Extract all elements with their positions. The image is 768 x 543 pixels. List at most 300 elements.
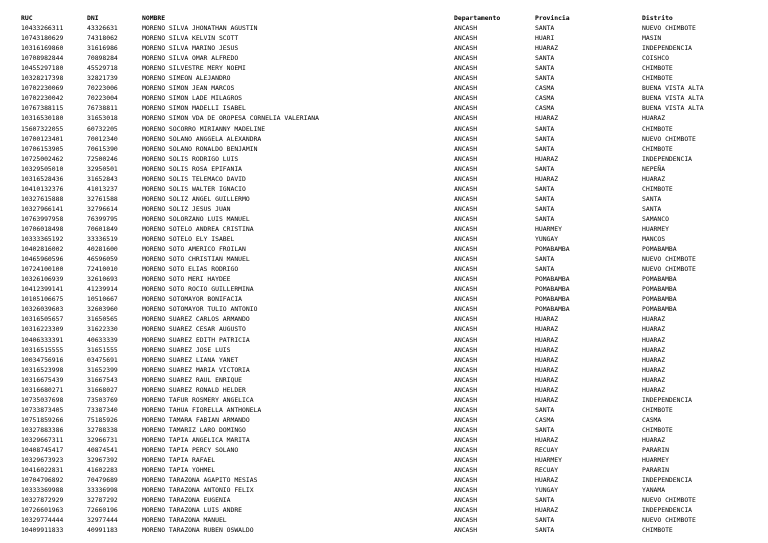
departamento-cell: ANCASH bbox=[454, 506, 478, 515]
table-row bbox=[21, 244, 741, 254]
departamento-cell: ANCASH bbox=[454, 446, 478, 455]
departamento-cell: ANCASH bbox=[454, 154, 478, 163]
table-row bbox=[21, 113, 741, 123]
ruc-cell: 10316680271 bbox=[21, 385, 64, 394]
table-row bbox=[21, 103, 741, 113]
nombre-cell: MORENO SUAREZ CARLOS ARMANDO bbox=[142, 315, 250, 324]
table-row bbox=[21, 515, 741, 525]
ruc-cell: 10326106939 bbox=[21, 275, 64, 284]
provincia-cell: CASMA bbox=[535, 94, 555, 103]
dni-cell: 40633339 bbox=[87, 335, 118, 344]
table-row bbox=[21, 415, 741, 425]
nombre-cell: MORENO TAPIA ANGELICA MARITA bbox=[142, 435, 250, 444]
distrito-cell: NUEVO CHIMBOTE bbox=[642, 24, 696, 33]
provincia-cell: HUARMEY bbox=[535, 456, 562, 465]
distrito-cell: CHIMBOTE bbox=[642, 425, 673, 434]
nombre-cell: MORENO SOTO MERI HAYDEE bbox=[142, 275, 231, 284]
ruc-cell: 10706018498 bbox=[21, 224, 64, 233]
ruc-cell: 10333369988 bbox=[21, 486, 64, 495]
distrito-cell: MASIN bbox=[642, 34, 662, 43]
departamento-cell: ANCASH bbox=[454, 365, 478, 374]
ruc-cell: 10316505657 bbox=[21, 315, 64, 324]
departamento-cell: ANCASH bbox=[454, 355, 478, 364]
table-header-row bbox=[21, 13, 741, 23]
dni-cell: 40874541 bbox=[87, 446, 118, 455]
dni-cell: 72500246 bbox=[87, 154, 118, 163]
distrito-cell: POMABAMBA bbox=[642, 245, 677, 254]
nombre-cell: MORENO TARAZONA MANUEL bbox=[142, 516, 227, 525]
dni-cell: 32967392 bbox=[87, 456, 118, 465]
nombre-cell: MORENO TARAZONA AGAPITO MESIAS bbox=[142, 476, 258, 485]
departamento-cell: ANCASH bbox=[454, 295, 478, 304]
provincia-cell: HUARAZ bbox=[535, 435, 559, 444]
ruc-cell: 10409911833 bbox=[21, 526, 64, 535]
provincia-cell: SANTA bbox=[535, 24, 555, 33]
table-row bbox=[21, 335, 741, 345]
provincia-cell: SANTA bbox=[535, 255, 555, 264]
distrito-cell: CHIMBOTE bbox=[642, 64, 673, 73]
ruc-cell: 10406333391 bbox=[21, 335, 64, 344]
provincia-cell: SANTA bbox=[535, 496, 555, 505]
nombre-cell: MORENO SOTO ROCIO GUILLERMINA bbox=[142, 285, 254, 294]
nombre-cell: MORENO SOLORZANO LUIS MANUEL bbox=[142, 214, 250, 223]
distrito-cell: HUARAZ bbox=[642, 345, 666, 354]
nombre-cell: MORENO SIMON LADE MILAGROS bbox=[142, 94, 243, 103]
provincia-cell: POMABAMBA bbox=[535, 275, 570, 284]
departamento-cell: ANCASH bbox=[454, 194, 478, 203]
table-row bbox=[21, 164, 741, 174]
ruc-cell: 10416022831 bbox=[21, 466, 64, 475]
provincia-cell: SANTA bbox=[535, 526, 555, 535]
nombre-cell: MORENO SIMEON ALEJANDRO bbox=[142, 74, 231, 83]
dni-cell: 60732205 bbox=[87, 124, 118, 133]
departamento-cell: ANCASH bbox=[454, 104, 478, 113]
distrito-cell: INDEPENDENCIA bbox=[642, 476, 693, 485]
nombre-cell: MORENO SOTOMAYOR BONIFACIA bbox=[142, 295, 243, 304]
ruc-cell: 10327966141 bbox=[21, 204, 64, 213]
ruc-cell: 10327615888 bbox=[21, 194, 64, 203]
table-row bbox=[21, 144, 741, 154]
departamento-cell: ANCASH bbox=[454, 174, 478, 183]
departamento-cell: ANCASH bbox=[454, 164, 478, 173]
distrito-cell: YANAMA bbox=[642, 486, 666, 495]
provincia-cell: SANTA bbox=[535, 405, 555, 414]
table-row bbox=[21, 214, 741, 224]
dni-cell: 40281600 bbox=[87, 245, 118, 254]
table-row bbox=[21, 455, 741, 465]
dni-cell: 31653018 bbox=[87, 114, 118, 123]
dni-cell: 32977444 bbox=[87, 516, 118, 525]
nombre-cell: MORENO SUAREZ RONALD HELDER bbox=[142, 385, 246, 394]
table-row bbox=[21, 184, 741, 194]
table-row bbox=[21, 274, 741, 284]
dni-cell: 70601849 bbox=[87, 224, 118, 233]
provincia-cell: CASMA bbox=[535, 84, 555, 93]
nombre-cell: MORENO SOLIS WALTER IGNACIO bbox=[142, 184, 246, 193]
ruc-cell: 10735037698 bbox=[21, 395, 64, 404]
ruc-cell: 10465960596 bbox=[21, 255, 64, 264]
dni-cell: 45529718 bbox=[87, 64, 118, 73]
table-row bbox=[21, 475, 741, 485]
departamento-cell: ANCASH bbox=[454, 435, 478, 444]
departamento-cell: ANCASH bbox=[454, 44, 478, 53]
column-header-dni: DNI bbox=[87, 14, 99, 22]
dni-cell: 32788338 bbox=[87, 425, 118, 434]
table-row bbox=[21, 33, 741, 43]
column-header-distrito: Distrito bbox=[642, 14, 673, 22]
distrito-cell: INDEPENDENCIA bbox=[642, 154, 693, 163]
dni-cell: 31652843 bbox=[87, 174, 118, 183]
table-row bbox=[21, 304, 741, 314]
provincia-cell: HUARAZ bbox=[535, 395, 559, 404]
provincia-cell: HUARAZ bbox=[535, 44, 559, 53]
dni-cell: 70479689 bbox=[87, 476, 118, 485]
provincia-cell: HUARMEY bbox=[535, 224, 562, 233]
provincia-cell: RECUAY bbox=[535, 466, 559, 475]
departamento-cell: ANCASH bbox=[454, 415, 478, 424]
departamento-cell: ANCASH bbox=[454, 184, 478, 193]
provincia-cell: HUARI bbox=[535, 34, 555, 43]
provincia-cell: POMABAMBA bbox=[535, 295, 570, 304]
table-row bbox=[21, 375, 741, 385]
table-row bbox=[21, 194, 741, 204]
provincia-cell: SANTA bbox=[535, 124, 555, 133]
provincia-cell: POMABAMBA bbox=[535, 305, 570, 314]
provincia-cell: SANTA bbox=[535, 134, 555, 143]
provincia-cell: SANTA bbox=[535, 164, 555, 173]
ruc-cell: 10034756916 bbox=[21, 355, 64, 364]
ruc-cell: 10767388115 bbox=[21, 104, 64, 113]
distrito-cell: MANCOS bbox=[642, 235, 666, 244]
departamento-cell: ANCASH bbox=[454, 395, 478, 404]
dni-cell: 03475691 bbox=[87, 355, 118, 364]
distrito-cell: SANTA bbox=[642, 204, 662, 213]
dni-cell: 33336998 bbox=[87, 486, 118, 495]
provincia-cell: HUARAZ bbox=[535, 375, 559, 384]
ruc-cell: 10316223309 bbox=[21, 325, 64, 334]
nombre-cell: MORENO SOTO AMERICO FROILAN bbox=[142, 245, 246, 254]
nombre-cell: MORENO SOTOMAYOR TULIO ANTONIO bbox=[142, 305, 258, 314]
dni-cell: 31668027 bbox=[87, 385, 118, 394]
distrito-cell: POMABAMBA bbox=[642, 305, 677, 314]
table-row bbox=[21, 395, 741, 405]
nombre-cell: MORENO SUAREZ MARIA VICTORIA bbox=[142, 365, 250, 374]
departamento-cell: ANCASH bbox=[454, 214, 478, 223]
ruc-cell: 10708982844 bbox=[21, 54, 64, 63]
ruc-cell: 10733873405 bbox=[21, 405, 64, 414]
provincia-cell: YUNGAY bbox=[535, 486, 559, 495]
dni-cell: 32966731 bbox=[87, 435, 118, 444]
distrito-cell: SANTA bbox=[642, 194, 662, 203]
distrito-cell: HUARAZ bbox=[642, 365, 666, 374]
dni-cell: 41602283 bbox=[87, 466, 118, 475]
dni-cell: 32603960 bbox=[87, 305, 118, 314]
dni-cell: 73503769 bbox=[87, 395, 118, 404]
departamento-cell: ANCASH bbox=[454, 224, 478, 233]
ruc-cell: 10316528436 bbox=[21, 174, 64, 183]
departamento-cell: ANCASH bbox=[454, 275, 478, 284]
distrito-cell: SAMANCO bbox=[642, 214, 669, 223]
distrito-cell: NEPEÑA bbox=[642, 164, 666, 173]
departamento-cell: ANCASH bbox=[454, 476, 478, 485]
nombre-cell: MORENO SOLIZ ANGEL GUILLERMO bbox=[142, 194, 250, 203]
provincia-cell: HUARAZ bbox=[535, 335, 559, 344]
distrito-cell: POMABAMBA bbox=[642, 275, 677, 284]
distrito-cell: HUARAZ bbox=[642, 114, 666, 123]
ruc-cell: 10704796892 bbox=[21, 476, 64, 485]
table-row bbox=[21, 294, 741, 304]
departamento-cell: ANCASH bbox=[454, 64, 478, 73]
nombre-cell: MORENO TAPIA YOHMEL bbox=[142, 466, 216, 475]
table-row bbox=[21, 425, 741, 435]
nombre-cell: MORENO SUAREZ EDITH PATRICIA bbox=[142, 335, 250, 344]
departamento-cell: ANCASH bbox=[454, 265, 478, 274]
provincia-cell: SANTA bbox=[535, 265, 555, 274]
nombre-cell: MORENO SOLIS RODRIGO LUIS bbox=[142, 154, 239, 163]
distrito-cell: CHIMBOTE bbox=[642, 405, 673, 414]
departamento-cell: ANCASH bbox=[454, 34, 478, 43]
nombre-cell: MORENO TARAZONA RUBEN OSWALDO bbox=[142, 526, 254, 535]
table-row bbox=[21, 365, 741, 375]
distrito-cell: HUARAZ bbox=[642, 435, 666, 444]
distrito-cell: POMABAMBA bbox=[642, 285, 677, 294]
dni-cell: 32610693 bbox=[87, 275, 118, 284]
table-row bbox=[21, 284, 741, 294]
ruc-cell: 10433266311 bbox=[21, 24, 64, 33]
nombre-cell: MORENO SILVA MARINO JESUS bbox=[142, 44, 239, 53]
departamento-cell: ANCASH bbox=[454, 204, 478, 213]
ruc-cell: 10316530180 bbox=[21, 114, 64, 123]
dni-cell: 32787292 bbox=[87, 496, 118, 505]
provincia-cell: SANTA bbox=[535, 425, 555, 434]
distrito-cell: PARARIN bbox=[642, 466, 669, 475]
provincia-cell: HUARAZ bbox=[535, 365, 559, 374]
ruc-cell: 10706153905 bbox=[21, 144, 64, 153]
distrito-cell: CHIMBOTE bbox=[642, 124, 673, 133]
ruc-cell: 10702230042 bbox=[21, 94, 64, 103]
provincia-cell: SANTA bbox=[535, 64, 555, 73]
dni-cell: 76399795 bbox=[87, 214, 118, 223]
departamento-cell: ANCASH bbox=[454, 235, 478, 244]
distrito-cell: BUENA VISTA ALTA bbox=[642, 94, 704, 103]
dni-cell: 10510667 bbox=[87, 295, 118, 304]
dni-cell: 41239914 bbox=[87, 285, 118, 294]
dni-cell: 70012340 bbox=[87, 134, 118, 143]
nombre-cell: MORENO TAMARIZ LARO DOMINGO bbox=[142, 425, 246, 434]
provincia-cell: SANTA bbox=[535, 54, 555, 63]
table-row bbox=[21, 93, 741, 103]
table-row bbox=[21, 324, 741, 334]
nombre-cell: MORENO SILVA KELVIN SCOTT bbox=[142, 34, 239, 43]
distrito-cell: CHIMBOTE bbox=[642, 74, 673, 83]
nombre-cell: MORENO SOTO CHRISTIAN MANUEL bbox=[142, 255, 250, 264]
dni-cell: 32950501 bbox=[87, 164, 118, 173]
table-row bbox=[21, 485, 741, 495]
dni-cell: 74318062 bbox=[87, 34, 118, 43]
provincia-cell: HUARAZ bbox=[535, 345, 559, 354]
dni-cell: 41013237 bbox=[87, 184, 118, 193]
provincia-cell: HUARAZ bbox=[535, 154, 559, 163]
distrito-cell: NUEVO CHIMBOTE bbox=[642, 496, 696, 505]
table-row bbox=[21, 345, 741, 355]
dni-cell: 31650565 bbox=[87, 315, 118, 324]
table-row bbox=[21, 63, 741, 73]
table-row bbox=[21, 525, 741, 535]
ruc-cell: 10455297180 bbox=[21, 64, 64, 73]
table-row bbox=[21, 355, 741, 365]
departamento-cell: ANCASH bbox=[454, 486, 478, 495]
dni-cell: 31652399 bbox=[87, 365, 118, 374]
ruc-cell: 10316169860 bbox=[21, 44, 64, 53]
nombre-cell: MORENO SIMON JEAN MARCOS bbox=[142, 84, 235, 93]
distrito-cell: COISHCO bbox=[642, 54, 669, 63]
provincia-cell: HUARAZ bbox=[535, 476, 559, 485]
provincia-cell: SANTA bbox=[535, 516, 555, 525]
table-row bbox=[21, 174, 741, 184]
dni-cell: 31667543 bbox=[87, 375, 118, 384]
dni-cell: 31651555 bbox=[87, 345, 118, 354]
nombre-cell: MORENO SIMON MADELLI ISABEL bbox=[142, 104, 246, 113]
distrito-cell: NUEVO CHIMBOTE bbox=[642, 255, 696, 264]
nombre-cell: MORENO SUAREZ JOSE LUIS bbox=[142, 345, 231, 354]
provincia-cell: CASMA bbox=[535, 104, 555, 113]
distrito-cell: HUARAZ bbox=[642, 325, 666, 334]
provincia-cell: SANTA bbox=[535, 214, 555, 223]
table-row bbox=[21, 53, 741, 63]
table-row bbox=[21, 124, 741, 134]
ruc-cell: 10410132376 bbox=[21, 184, 64, 193]
departamento-cell: ANCASH bbox=[454, 134, 478, 143]
nombre-cell: MORENO SUAREZ CESAR AUGUSTO bbox=[142, 325, 246, 334]
ruc-cell: 10329667311 bbox=[21, 435, 64, 444]
departamento-cell: ANCASH bbox=[454, 335, 478, 344]
nombre-cell: MORENO TARAZONA ANTONIO FELIX bbox=[142, 486, 254, 495]
departamento-cell: ANCASH bbox=[454, 516, 478, 525]
nombre-cell: MORENO SILVA OMAR ALFREDO bbox=[142, 54, 239, 63]
dni-cell: 72660196 bbox=[87, 506, 118, 515]
dni-cell: 73387340 bbox=[87, 405, 118, 414]
distrito-cell: CHIMBOTE bbox=[642, 144, 673, 153]
ruc-cell: 15607322055 bbox=[21, 124, 64, 133]
distrito-cell: BUENA VISTA ALTA bbox=[642, 84, 704, 93]
nombre-cell: MORENO SUAREZ LIANA YANET bbox=[142, 355, 239, 364]
dni-cell: 33336519 bbox=[87, 235, 118, 244]
dni-cell: 70615390 bbox=[87, 144, 118, 153]
distrito-cell: CASMA bbox=[642, 415, 662, 424]
departamento-cell: ANCASH bbox=[454, 255, 478, 264]
ruc-cell: 10402816002 bbox=[21, 245, 64, 254]
ruc-cell: 10702230069 bbox=[21, 84, 64, 93]
ruc-cell: 10327883386 bbox=[21, 425, 64, 434]
nombre-cell: MORENO SILVESTRE MERY NOEMI bbox=[142, 64, 246, 73]
dni-cell: 31622330 bbox=[87, 325, 118, 334]
nombre-cell: MORENO TAPIA RAFAEL bbox=[142, 456, 216, 465]
table-row bbox=[21, 204, 741, 214]
ruc-cell: 10316675439 bbox=[21, 375, 64, 384]
distrito-cell: BUENA VISTA ALTA bbox=[642, 104, 704, 113]
table-row bbox=[21, 154, 741, 164]
nombre-cell: MORENO SOTELO ANDREA CRISTINA bbox=[142, 224, 254, 233]
nombre-cell: MORENO SOLIS TELEMACO DAVID bbox=[142, 174, 246, 183]
distrito-cell: HUARAZ bbox=[642, 335, 666, 344]
distrito-cell: HUARAZ bbox=[642, 174, 666, 183]
nombre-cell: MORENO SOLANO RONALDO BENJAMIN bbox=[142, 144, 258, 153]
departamento-cell: ANCASH bbox=[454, 305, 478, 314]
column-header-ruc: RUC bbox=[21, 14, 33, 22]
departamento-cell: ANCASH bbox=[454, 54, 478, 63]
departamento-cell: ANCASH bbox=[454, 375, 478, 384]
provincia-cell: HUARAZ bbox=[535, 385, 559, 394]
dni-cell: 72410010 bbox=[87, 265, 118, 274]
ruc-cell: 10327872929 bbox=[21, 496, 64, 505]
table-row bbox=[21, 254, 741, 264]
provincia-cell: POMABAMBA bbox=[535, 245, 570, 254]
distrito-cell: HUARMEY bbox=[642, 456, 669, 465]
ruc-cell: 10751859266 bbox=[21, 415, 64, 424]
ruc-cell: 10329774444 bbox=[21, 516, 64, 525]
provincia-cell: SANTA bbox=[535, 144, 555, 153]
provincia-cell: SANTA bbox=[535, 184, 555, 193]
ruc-cell: 10726601963 bbox=[21, 506, 64, 515]
distrito-cell: HUARMEY bbox=[642, 224, 669, 233]
provincia-cell: CASMA bbox=[535, 415, 555, 424]
column-header-provincia: Provincia bbox=[535, 14, 570, 22]
table-row bbox=[21, 43, 741, 53]
nombre-cell: MORENO SOLIS ROSA EPIFANIA bbox=[142, 164, 243, 173]
dni-cell: 70223006 bbox=[87, 84, 118, 93]
ruc-cell: 10329673923 bbox=[21, 456, 64, 465]
dni-cell: 43326631 bbox=[87, 24, 118, 33]
departamento-cell: ANCASH bbox=[454, 84, 478, 93]
dni-cell: 46596059 bbox=[87, 255, 118, 264]
nombre-cell: MORENO SUAREZ RAUL ENRIQUE bbox=[142, 375, 243, 384]
dni-cell: 32821739 bbox=[87, 74, 118, 83]
provincia-cell: SANTA bbox=[535, 204, 555, 213]
distrito-cell: NUEVO CHIMBOTE bbox=[642, 134, 696, 143]
nombre-cell: MORENO SOTO ELIAS RODRIGO bbox=[142, 265, 239, 274]
departamento-cell: ANCASH bbox=[454, 325, 478, 334]
distrito-cell: CHIMBOTE bbox=[642, 526, 673, 535]
ruc-cell: 10724100100 bbox=[21, 265, 64, 274]
nombre-cell: MORENO TARAZONA LUIS ANDRE bbox=[142, 506, 243, 515]
departamento-cell: ANCASH bbox=[454, 114, 478, 123]
nombre-cell: MORENO TAHUA FIORELLA ANTHONELA bbox=[142, 405, 262, 414]
provincia-cell: HUARAZ bbox=[535, 355, 559, 364]
ruc-cell: 10333365192 bbox=[21, 235, 64, 244]
ruc-cell: 10700123401 bbox=[21, 134, 64, 143]
departamento-cell: ANCASH bbox=[454, 385, 478, 394]
nombre-cell: MORENO SIMON VDA DE OROPESA CORNELIA VALERIANA bbox=[142, 114, 319, 123]
distrito-cell: HUARAZ bbox=[642, 315, 666, 324]
table-row bbox=[21, 83, 741, 93]
ruc-cell: 10763997958 bbox=[21, 214, 64, 223]
ruc-cell: 10329505010 bbox=[21, 164, 64, 173]
provincia-cell: HUARAZ bbox=[535, 506, 559, 515]
provincia-cell: RECUAY bbox=[535, 446, 559, 455]
departamento-cell: ANCASH bbox=[454, 24, 478, 33]
distrito-cell: HUARAZ bbox=[642, 385, 666, 394]
distrito-cell: NUEVO CHIMBOTE bbox=[642, 265, 696, 274]
departamento-cell: ANCASH bbox=[454, 526, 478, 535]
dni-cell: 40991183 bbox=[87, 526, 118, 535]
provincia-cell: HUARAZ bbox=[535, 315, 559, 324]
ruc-cell: 10412399141 bbox=[21, 285, 64, 294]
departamento-cell: ANCASH bbox=[454, 124, 478, 133]
provincia-cell: HUARAZ bbox=[535, 114, 559, 123]
table-row bbox=[21, 314, 741, 324]
departamento-cell: ANCASH bbox=[454, 425, 478, 434]
nombre-cell: MORENO TARAZONA EUGENIA bbox=[142, 496, 231, 505]
